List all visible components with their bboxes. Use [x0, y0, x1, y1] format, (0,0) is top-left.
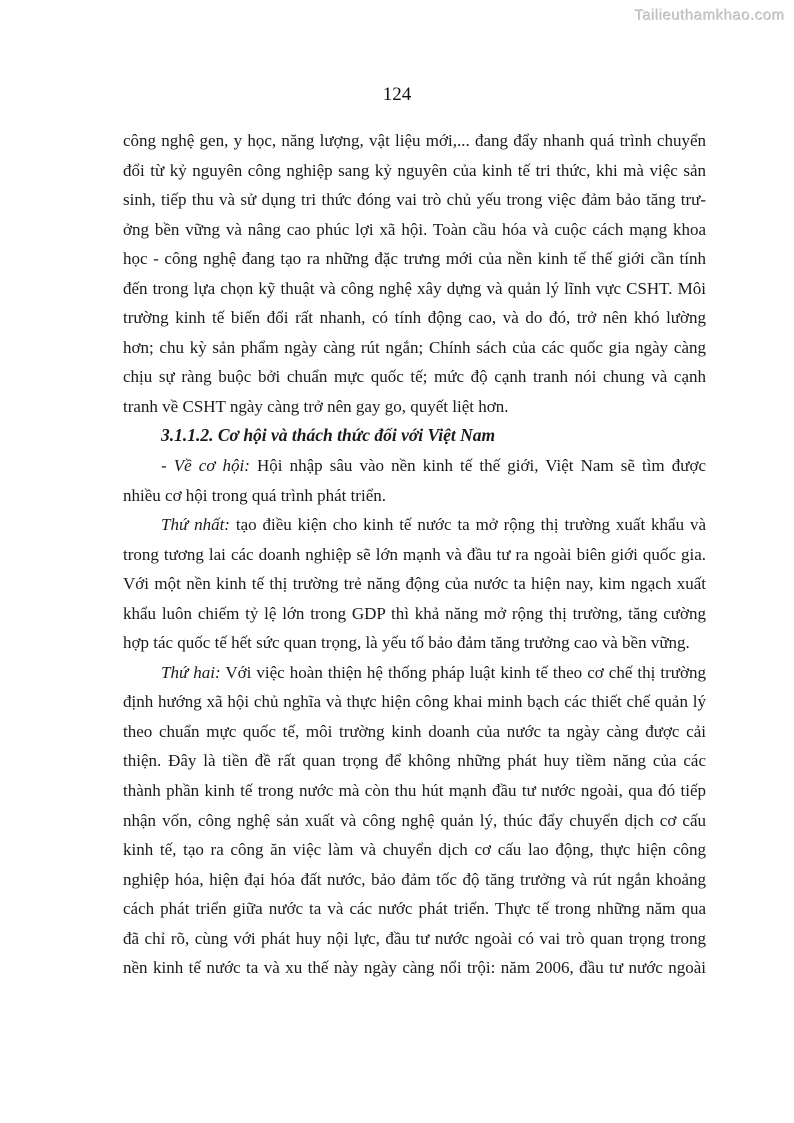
text-line: [123, 274, 706, 304]
text-run: Thứ nhất:: [161, 515, 230, 535]
text-line: [123, 628, 706, 658]
text-line: [123, 894, 706, 924]
text-line: [123, 746, 706, 776]
text-run: đến trong lựa chọn kỹ thuật và công nghệ xây dựng và quản lý lĩnh vực CSHT. Môi: [123, 278, 706, 298]
text-line: [123, 510, 706, 540]
text-run: Hội nhập sâu vào nền kinh tế thế giới, Việt Nam sẽ tìm được: [249, 456, 706, 476]
text-line: [123, 333, 706, 363]
text-run: ởng bền vững và nâng cao phúc lợi xã hội. Toàn cầu hóa và cuộc cách mạng khoa: [123, 219, 706, 239]
text-run: thành phần kinh tế trong nước mà còn thu hút mạnh đầu tư nước ngoài, qua đó tiếp: [123, 781, 706, 801]
text-run: -: [161, 456, 174, 476]
text-line: [123, 392, 706, 422]
text-run: thiện. Đây là tiền đề rất quan trọng để không những phát huy tiềm năng của các: [123, 751, 706, 771]
text-line: [123, 156, 706, 186]
text-run: Với việc hoàn thiện hệ thống pháp luật kinh tế theo cơ chế thị trường: [220, 662, 706, 682]
text-line: [123, 481, 706, 511]
text-line: [123, 185, 706, 215]
text-line: [123, 362, 706, 392]
text-line: [123, 687, 706, 717]
text-run: trong tương lai các doanh nghiệp sẽ lớn mạnh và đầu tư ra ngoài biên giới quốc gia.: [123, 544, 706, 564]
text-line: [123, 835, 706, 865]
watermark: Tailieuthamkhao.com: [634, 7, 785, 24]
text-run: hơn; chu kỳ sản phẩm ngày càng rút ngắn; Chính sách của các quốc gia ngày càng: [123, 337, 706, 357]
text-run: tranh về CSHT ngày càng trở nên gay go, quyết liệt hơn.: [123, 396, 509, 416]
text-line: [123, 806, 706, 836]
text-run: công nghệ gen, y học, năng lượng, vật liệu mới,... đang đẩy nhanh quá trình chuyển: [123, 131, 706, 150]
text-line: [123, 865, 706, 895]
text-run: theo chuẩn mực quốc tế, môi trường kinh doanh của nước ta ngày càng được cải: [123, 721, 706, 741]
text-run: cách phát triển giữa nước ta và các nước phát triển. Thực tế trong những năm qua: [123, 899, 706, 919]
text-line: [123, 658, 706, 688]
text-run: tạo điều kiện cho kinh tế nước ta mở rộng thị trường xuất khẩu và: [229, 515, 706, 535]
text-run: chịu sự ràng buộc bởi chuẩn mực quốc tế; mức độ cạnh tranh nói chung và cạnh: [123, 367, 706, 387]
text-line: [123, 451, 706, 481]
text-run: nhiều cơ hội trong quá trình phát triển.: [123, 485, 386, 505]
text-run: trường kinh tế biến đổi rất nhanh, có tính động cao, và do đó, trở nên khó lường: [123, 308, 706, 328]
text-line: [123, 126, 706, 156]
text-line: [123, 776, 706, 806]
text-line: [123, 717, 706, 747]
text-run: nghiệp hóa, hiện đại hóa đất nước, bảo đảm tốc độ tăng trưởng và rút ngắn khoảng: [123, 869, 706, 889]
text-run: hợp tác quốc tế hết sức quan trọng, là yếu tố bảo đảm tăng trưởng cao và bền vững.: [123, 633, 690, 653]
text-run: đã chỉ rõ, cùng với phát huy nội lực, đầu tư nước ngoài có vai trò quan trọng trong: [123, 928, 706, 948]
text-line: [123, 244, 706, 274]
text-run: nền kinh tế nước ta và xu thế này ngày càng nổi trội: năm 2006, đầu tư nước ngoài: [123, 958, 706, 978]
text-run: học - công nghệ đang tạo ra những đặc trưng mới của nền kinh tế thế giới cần tính: [123, 249, 706, 269]
text-line: [123, 303, 706, 333]
page-number: 124: [382, 84, 412, 105]
text-run: nhận vốn, công nghệ sản xuất và công nghệ quản lý, thúc đẩy chuyển dịch cơ cấu: [123, 810, 706, 830]
text-run: sinh, tiếp thu và sử dụng tri thức đóng vai trò chủ yếu trong việc đảm bảo tăng trư-: [123, 190, 706, 210]
text-run: 3.1.1.2. Cơ hội và thách thức đối với Việt Nam: [161, 425, 496, 446]
text-line: [123, 569, 706, 599]
text-run: khẩu luôn chiếm tỷ lệ lớn trong GDP thì khả năng mở rộng thị trường, tăng cường: [123, 603, 706, 623]
text-run: định hướng xã hội chủ nghĩa và thực hiện công khai minh bạch các thiết chế quản lý: [123, 692, 706, 712]
text-line: [123, 953, 706, 983]
text-run: Về cơ hội:: [173, 456, 250, 476]
text-line: [123, 540, 706, 570]
text-run: Thứ hai:: [161, 662, 221, 682]
document-body: [123, 126, 706, 983]
text-run: đổi từ kỷ nguyên công nghiệp sang kỷ nguyên của kinh tế tri thức, khi mà việc sản: [123, 160, 706, 180]
text-line: [123, 924, 706, 954]
text-run: kinh tế, tạo ra công ăn việc làm và chuyển dịch cơ cấu lao động, thực hiện công: [123, 840, 706, 860]
text-run: Với một nền kinh tế thị trường trẻ năng động của nước ta hiện nay, kim ngạch xuất: [123, 574, 706, 594]
text-line: [123, 599, 706, 629]
section-heading: [123, 421, 706, 451]
text-line: [123, 215, 706, 245]
